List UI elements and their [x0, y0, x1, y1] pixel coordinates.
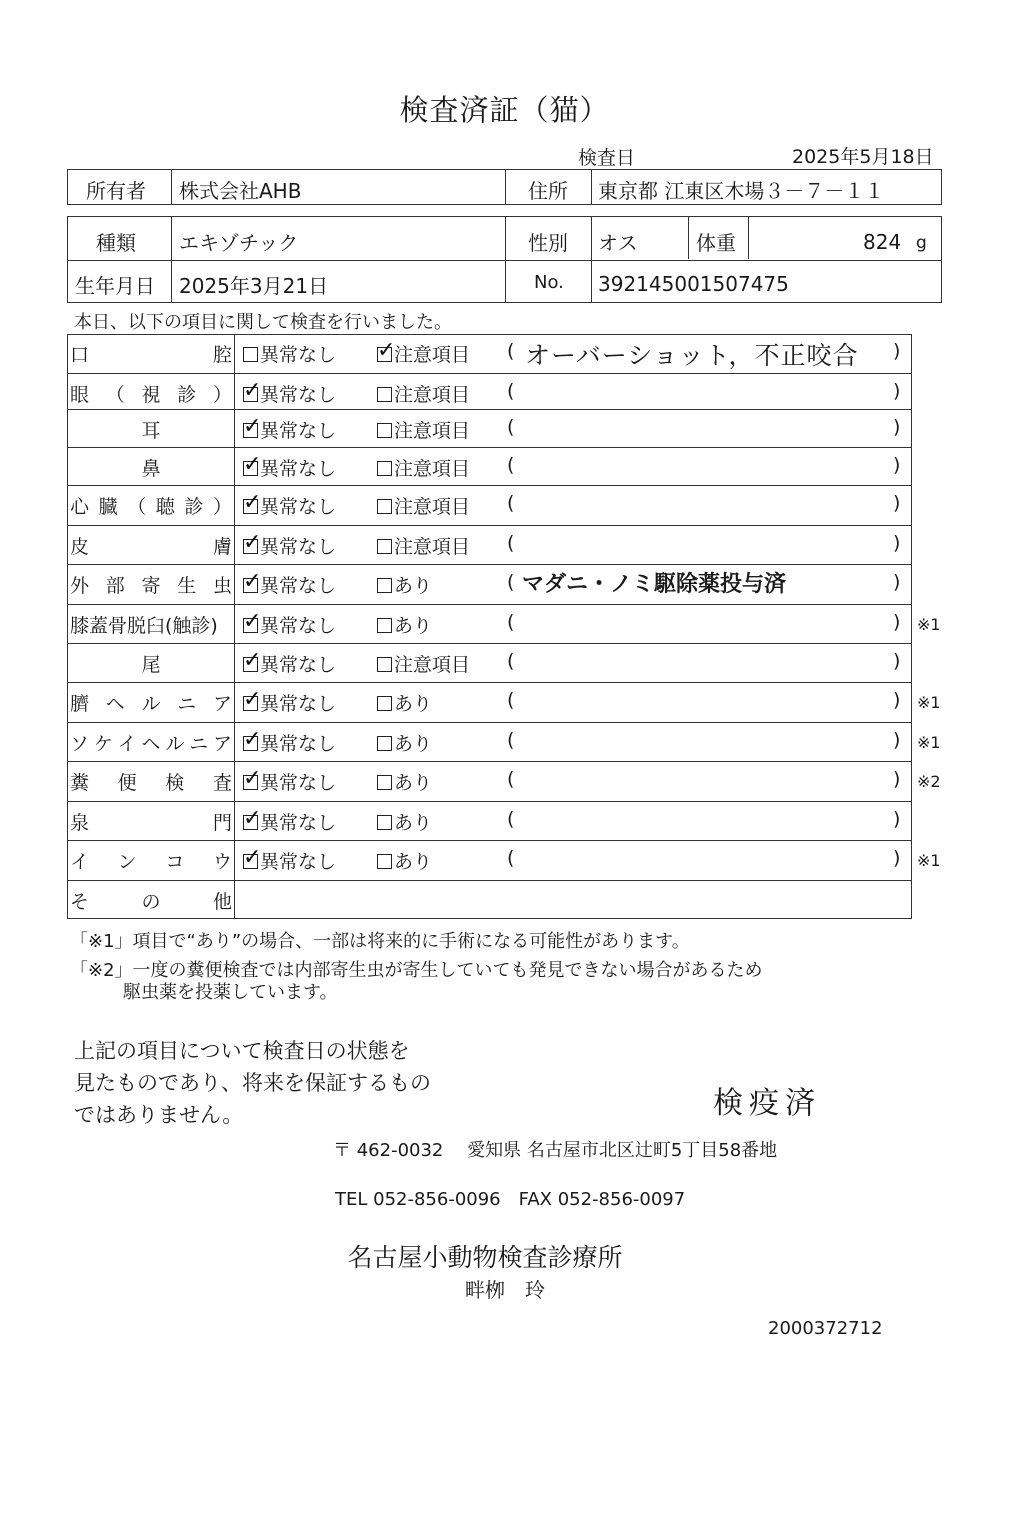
label-char: 糞 — [70, 772, 90, 794]
label-char: 腔 — [212, 344, 232, 366]
close-paren: ) — [893, 571, 901, 593]
checkbox[interactable] — [377, 499, 392, 514]
footnote-2: 「※2」一度の糞便検査では内部寄生虫が寄生していても発見できない場合があるため — [70, 960, 763, 981]
checklist-row — [67, 485, 912, 524]
close-paren: ) — [893, 532, 901, 554]
normal-option[interactable] — [243, 729, 336, 756]
label-char: 診 — [184, 496, 204, 518]
open-paren: ( — [507, 571, 515, 593]
label-char: ル — [165, 733, 185, 755]
check-mark-icon: ✓ — [243, 648, 262, 673]
clinic-phone: TEL 052-856-0096 FAX 052-856-0097 — [335, 1189, 686, 1210]
weight-unit: g — [916, 233, 927, 253]
option-label: 注意項目 — [394, 384, 471, 406]
item-label — [70, 650, 234, 677]
checkbox[interactable] — [377, 387, 392, 402]
checkbox[interactable] — [377, 696, 392, 711]
breed-label: 種類 — [96, 231, 136, 255]
intro-text: 本日、以下の項目に関して検査を行いました。 — [74, 312, 452, 333]
label-char: コ — [165, 851, 185, 873]
option-label: 異常なし — [260, 615, 337, 637]
footnote-1: 「※1」項目で“あり”の場合、一部は将来的に手術になる可能性があります。 — [70, 931, 690, 952]
footnote-mark: ※1 — [917, 615, 941, 634]
open-paren: ( — [507, 847, 515, 869]
option-label: 異常なし — [260, 654, 337, 676]
finding-option[interactable] — [377, 571, 432, 598]
option-label: あり — [394, 575, 433, 597]
option-label: 異常なし — [260, 812, 337, 834]
clinic-name: 名古屋小動物検査診療所 — [347, 1243, 623, 1272]
option-label: 注意項目 — [394, 458, 471, 480]
exam-date-label: 検査日 — [578, 147, 636, 169]
finding-option[interactable] — [377, 492, 470, 519]
finding-option[interactable] — [377, 847, 432, 874]
checkbox[interactable] — [377, 423, 392, 438]
close-paren: ) — [893, 808, 901, 830]
open-paren: ( — [507, 650, 515, 672]
no-value: 392145001507475 — [598, 272, 789, 296]
weight-label: 体重 — [696, 231, 736, 255]
sex-label: 性別 — [528, 231, 568, 255]
checklist-row — [67, 447, 912, 486]
open-paren: ( — [507, 729, 515, 751]
checklist-row — [67, 373, 912, 412]
close-paren: ) — [893, 847, 901, 869]
label-char: 聴 — [155, 496, 175, 518]
check-mark-icon: ✓ — [243, 766, 262, 791]
option-label: 異常なし — [260, 733, 337, 755]
item-label — [70, 532, 234, 559]
check-mark-icon: ✓ — [243, 490, 262, 515]
checklist-row — [67, 525, 912, 564]
label-char: （ — [105, 384, 125, 406]
finding-option[interactable] — [377, 340, 470, 367]
open-paren: ( — [507, 768, 515, 790]
label-char: 鼻 — [141, 458, 161, 480]
finding-option[interactable] — [377, 611, 432, 638]
check-mark-icon: ✓ — [377, 338, 396, 363]
checkbox[interactable] — [377, 618, 392, 633]
label-char: ヘ — [105, 693, 125, 715]
option-label: 異常なし — [260, 536, 337, 558]
option-label: 異常なし — [260, 851, 337, 873]
checkbox[interactable] — [243, 648, 262, 673]
close-paren: ) — [893, 650, 901, 672]
normal-option[interactable] — [243, 454, 336, 481]
document-title: 検査済証（猫） — [399, 93, 610, 127]
checklist-row — [67, 643, 912, 682]
normal-option[interactable] — [243, 689, 336, 716]
close-paren: ) — [893, 416, 901, 438]
sex-value: オス — [598, 231, 638, 255]
option-label: あり — [394, 693, 433, 715]
checkbox[interactable] — [243, 687, 262, 712]
checkbox[interactable] — [243, 569, 262, 594]
label-char: イ — [117, 733, 137, 755]
label-char: 視 — [141, 384, 161, 406]
item-label — [70, 847, 234, 874]
normal-option[interactable] — [243, 571, 336, 598]
open-paren: ( — [507, 492, 515, 514]
checkbox[interactable] — [243, 347, 258, 362]
finding-option[interactable] — [377, 808, 432, 835]
option-label: 異常なし — [260, 693, 337, 715]
option-label: 異常なし — [260, 496, 337, 518]
normal-option[interactable] — [243, 532, 336, 559]
quarantine-stamp: 検疫済 — [713, 1086, 821, 1121]
label-char: ニ — [177, 693, 197, 715]
finding-option[interactable] — [377, 729, 432, 756]
check-mark-icon: ✓ — [243, 806, 262, 831]
exam-date: 2025年5月18日 — [792, 146, 934, 168]
option-label: あり — [394, 733, 433, 755]
item-note: マダニ・ノミ駆除薬投与済 — [522, 572, 787, 597]
finding-option[interactable] — [377, 689, 432, 716]
veterinarian-name: 畔栁 玲 — [465, 1278, 545, 1302]
normal-option[interactable] — [243, 380, 336, 407]
finding-option[interactable] — [377, 768, 432, 795]
checklist-row — [67, 604, 941, 643]
finding-option[interactable] — [377, 380, 470, 407]
checkbox[interactable] — [377, 854, 392, 869]
close-paren: ) — [893, 492, 901, 514]
birth-value: 2025年3月21日 — [179, 274, 329, 298]
option-label: あり — [394, 812, 433, 834]
label-char: 虫 — [212, 575, 232, 597]
label-char: そ — [70, 891, 90, 913]
footnote-mark: ※2 — [917, 772, 941, 791]
option-label: 異常なし — [260, 420, 337, 442]
label-char: 臓 — [98, 496, 118, 518]
finding-option[interactable] — [377, 532, 470, 559]
close-paren: ) — [893, 689, 901, 711]
normal-option[interactable] — [243, 847, 336, 874]
item-label — [70, 808, 234, 835]
normal-option[interactable] — [243, 650, 336, 677]
footnote-mark: ※1 — [917, 851, 941, 870]
open-paren: ( — [507, 340, 515, 362]
check-mark-icon: ✓ — [243, 452, 262, 477]
checklist-row — [67, 564, 912, 603]
check-mark-icon: ✓ — [243, 845, 262, 870]
checkbox[interactable] — [243, 490, 262, 515]
checkbox[interactable] — [243, 806, 262, 831]
label-char: 生 — [177, 575, 197, 597]
checkbox[interactable] — [243, 609, 262, 634]
open-paren: ( — [507, 808, 515, 830]
option-label: あり — [394, 615, 433, 637]
item-label — [70, 454, 234, 481]
item-label — [70, 416, 234, 443]
label-char: 門 — [212, 812, 232, 834]
item-label — [70, 611, 234, 638]
check-mark-icon: ✓ — [243, 414, 262, 439]
checkbox[interactable] — [243, 378, 262, 403]
checkbox[interactable] — [377, 657, 392, 672]
label-char: ア — [212, 693, 232, 715]
checklist-row — [67, 682, 941, 721]
weight-value: 824 — [863, 230, 902, 254]
serial-number: 2000372712 — [768, 1318, 883, 1339]
label-char: 膚 — [212, 536, 232, 558]
label-char: ン — [117, 851, 137, 873]
label-char: 泉 — [70, 812, 90, 834]
label-char: （ — [127, 496, 147, 518]
label-char: 膝蓋骨脱臼(触診) — [70, 615, 218, 637]
item-label — [70, 340, 234, 367]
label-char: ヘ — [141, 733, 161, 755]
checkbox[interactable] — [243, 452, 262, 477]
checklist-row — [67, 722, 941, 761]
option-label: 注意項目 — [394, 654, 471, 676]
checkbox[interactable] — [243, 766, 262, 791]
label-char: 検 — [165, 772, 185, 794]
label-char: 他 — [212, 891, 232, 913]
item-label — [70, 729, 234, 756]
address-value: 東京都 江東区木場３－７－１１ — [598, 179, 885, 203]
option-label: 注意項目 — [394, 344, 471, 366]
pet-info-box — [67, 216, 942, 303]
option-label: あり — [394, 851, 433, 873]
checklist-row — [67, 840, 941, 879]
check-mark-icon: ✓ — [243, 727, 262, 752]
label-char: ケ — [93, 733, 113, 755]
close-paren: ) — [893, 768, 901, 790]
item-label — [70, 492, 234, 519]
label-char: イ — [70, 851, 90, 873]
label-char: 便 — [117, 772, 137, 794]
label-char: 寄 — [141, 575, 161, 597]
checkbox[interactable] — [377, 815, 392, 830]
open-paren: ( — [507, 532, 515, 554]
item-label — [70, 768, 234, 795]
label-char: 臍 — [70, 693, 90, 715]
label-char: 皮 — [70, 536, 90, 558]
option-label: 異常なし — [260, 575, 337, 597]
closing-line: 上記の項目について検査日の状態を — [74, 1039, 410, 1063]
close-paren: ) — [893, 380, 901, 402]
label-char: 診 — [177, 384, 197, 406]
normal-option[interactable] — [243, 808, 336, 835]
label-char: の — [141, 891, 161, 913]
item-note: オーバーショット，不正咬合 — [525, 341, 859, 370]
closing-line: ではありません。 — [74, 1103, 244, 1127]
finding-option[interactable] — [377, 650, 470, 677]
label-char: ） — [212, 496, 232, 518]
no-label: No. — [534, 272, 564, 293]
label-char: 外 — [70, 575, 90, 597]
checkbox[interactable] — [377, 461, 392, 476]
label-char: 尾 — [141, 654, 161, 676]
check-mark-icon: ✓ — [243, 378, 262, 403]
checklist-row — [67, 409, 912, 448]
option-label: 注意項目 — [394, 420, 471, 442]
close-paren: ) — [893, 729, 901, 751]
other-row — [67, 880, 912, 919]
label-char: 部 — [105, 575, 125, 597]
open-paren: ( — [507, 416, 515, 438]
checkbox[interactable] — [377, 775, 392, 790]
normal-option[interactable] — [243, 492, 336, 519]
item-label — [70, 571, 234, 598]
option-label: 注意項目 — [394, 496, 471, 518]
close-paren: ) — [893, 340, 901, 362]
footnote-2-cont: 駆虫薬を投薬しています。 — [123, 982, 338, 1003]
open-paren: ( — [507, 689, 515, 711]
closing-line: 見たものであり、将来を保証するもの — [74, 1071, 431, 1095]
normal-option[interactable] — [243, 340, 336, 367]
open-paren: ( — [507, 611, 515, 633]
owner-label: 所有者 — [86, 179, 146, 203]
checkbox[interactable] — [377, 539, 392, 554]
check-mark-icon: ✓ — [243, 530, 262, 555]
footnote-mark: ※1 — [917, 733, 941, 752]
checkbox[interactable] — [243, 727, 262, 752]
check-mark-icon: ✓ — [243, 609, 262, 634]
checklist-row — [67, 761, 941, 800]
checkbox[interactable] — [243, 845, 262, 870]
footnote-mark: ※1 — [917, 693, 941, 712]
item-label — [70, 887, 234, 914]
closing-statement — [74, 1035, 431, 1131]
check-mark-icon: ✓ — [243, 687, 262, 712]
label-char: ウ — [212, 851, 232, 873]
address-label: 住所 — [528, 179, 568, 203]
option-label: あり — [394, 772, 433, 794]
label-char: ） — [212, 384, 232, 406]
option-label: 注意項目 — [394, 536, 471, 558]
label-char: ソ — [70, 733, 90, 755]
option-label: 異常なし — [260, 772, 337, 794]
finding-option[interactable] — [377, 454, 470, 481]
checklist-row — [67, 801, 912, 840]
item-label — [70, 380, 234, 407]
checkbox[interactable] — [377, 736, 392, 751]
open-paren: ( — [507, 454, 515, 476]
checkbox[interactable] — [377, 578, 392, 593]
normal-option[interactable] — [243, 611, 336, 638]
finding-option[interactable] — [377, 416, 470, 443]
option-label: 異常なし — [260, 344, 337, 366]
normal-option[interactable] — [243, 416, 336, 443]
checklist-row — [67, 334, 912, 373]
check-mark-icon: ✓ — [243, 569, 262, 594]
clinic-address: 〒 462-0032 愛知県 名古屋市北区辻町5丁目58番地 — [333, 1140, 778, 1161]
option-label: 異常なし — [260, 384, 337, 406]
option-label: 異常なし — [260, 458, 337, 480]
item-label — [70, 689, 234, 716]
label-char: 耳 — [141, 420, 161, 442]
label-char: 眼 — [70, 384, 90, 406]
close-paren: ) — [893, 611, 901, 633]
birth-label: 生年月日 — [75, 274, 155, 298]
checkbox[interactable] — [377, 338, 396, 363]
breed-value: エキゾチック — [179, 231, 299, 255]
open-paren: ( — [507, 380, 515, 402]
checkbox[interactable] — [243, 530, 262, 555]
label-char: 心 — [70, 496, 90, 518]
label-char: ア — [212, 733, 232, 755]
checkbox[interactable] — [243, 414, 262, 439]
close-paren: ) — [893, 454, 901, 476]
owner-value: 株式会社AHB — [179, 179, 302, 203]
label-char: ル — [141, 693, 161, 715]
owner-box — [67, 169, 942, 205]
checklist-table — [67, 334, 941, 919]
label-char: ニ — [189, 733, 209, 755]
normal-option[interactable] — [243, 768, 336, 795]
label-char: 査 — [212, 772, 232, 794]
label-char: 口 — [70, 344, 90, 366]
